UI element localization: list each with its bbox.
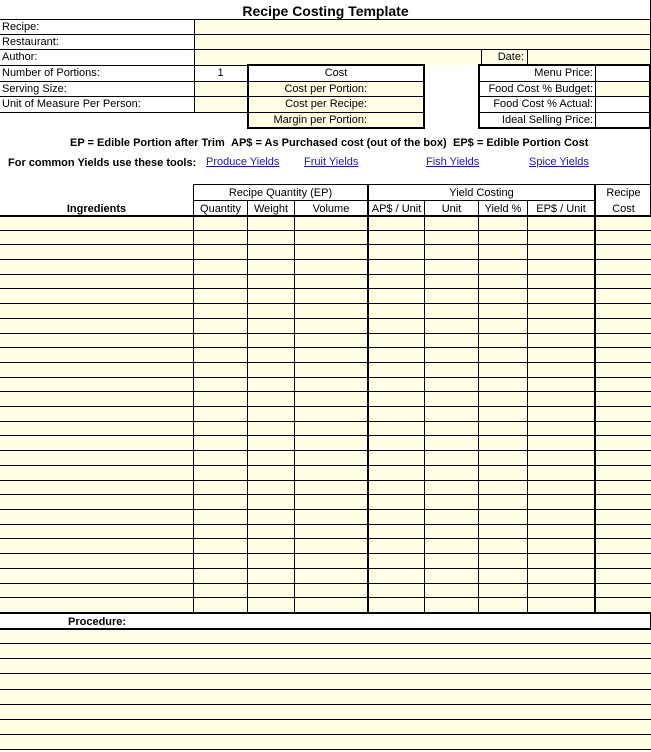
ingredient-row-line xyxy=(0,421,651,422)
page-title: Recipe Costing Template xyxy=(242,3,409,19)
ingredient-row-line xyxy=(0,230,651,231)
ingredient-row-line xyxy=(0,465,651,466)
date-input[interactable] xyxy=(527,49,651,65)
recipe-quantity-header: Recipe Quantity (EP) xyxy=(228,187,333,199)
yield-tools-label: For common Yields use these tools: xyxy=(8,157,197,169)
ingredient-row-line xyxy=(0,406,651,407)
recipe-label: Recipe: xyxy=(2,21,40,33)
spice-yields-link[interactable]: Spice Yields xyxy=(529,156,589,168)
portions-value[interactable]: 1 xyxy=(217,67,224,79)
ingredient-row-line xyxy=(0,597,651,598)
procedure-row-line xyxy=(0,689,651,690)
col-ap-unit: AP$ / Unit xyxy=(371,203,422,215)
recipe-header: Recipe xyxy=(606,187,641,199)
cost-header: Cost xyxy=(324,67,348,79)
ingredient-row-line xyxy=(0,568,651,569)
ingredient-row-line xyxy=(0,509,651,510)
ingredient-row-line xyxy=(0,274,651,275)
portions-label: Number of Portions: xyxy=(2,67,100,79)
food-cost-budget-label: Food Cost % Budget: xyxy=(488,83,593,95)
restaurant-label: Restaurant: xyxy=(2,36,59,48)
legend-eps: EP$ = Edible Portion Cost xyxy=(453,137,589,149)
ingredient-row-line xyxy=(0,524,651,525)
cost-per-recipe-label: Cost per Recipe: xyxy=(285,98,367,110)
ingredient-row-line xyxy=(0,494,651,495)
procedure-row-line xyxy=(0,658,651,659)
ideal-selling-price-label: Ideal Selling Price: xyxy=(501,114,593,126)
date-label: Date: xyxy=(497,51,524,63)
author-label: Author: xyxy=(2,51,38,63)
procedure-row-line xyxy=(0,734,651,735)
ingredient-row-line xyxy=(0,347,651,348)
ingredient-row-line xyxy=(0,391,651,392)
ingredient-row-line xyxy=(0,362,651,363)
ingredient-row-line xyxy=(0,377,651,378)
ingredient-row-line xyxy=(0,333,651,334)
fruit-yields-link[interactable]: Fruit Yields xyxy=(304,156,359,168)
procedure-row-line xyxy=(0,749,651,750)
procedure-row-line xyxy=(0,673,651,674)
procedure-row-line xyxy=(0,719,651,720)
serving-size-label: Serving Size: xyxy=(2,83,67,95)
col-weight: Weight xyxy=(253,203,289,215)
ingredient-row-line xyxy=(0,435,651,436)
ingredient-row-line xyxy=(0,303,651,304)
ingredient-row-line xyxy=(0,583,651,584)
unit-measure-label: Unit of Measure Per Person: xyxy=(2,98,141,110)
ingredient-row-line xyxy=(0,288,651,289)
col-unit: Unit xyxy=(441,203,462,215)
cost-per-portion-label: Cost per Portion: xyxy=(284,83,367,95)
col-volume: Volume xyxy=(312,203,350,215)
col-quantity: Quantity xyxy=(200,203,241,215)
food-cost-actual-label: Food Cost % Actual: xyxy=(493,98,593,110)
ingredients-header: Ingredients xyxy=(66,203,127,215)
procedure-label: Procedure: xyxy=(68,616,127,628)
fish-yields-link[interactable]: Fish Yields xyxy=(426,156,480,168)
col-yield-pct: Yield % xyxy=(484,203,522,215)
menu-price-label: Menu Price: xyxy=(534,67,593,79)
yield-costing-header: Yield Costing xyxy=(449,187,514,199)
procedure-row-line xyxy=(0,643,651,644)
ingredient-row-line xyxy=(0,244,651,245)
col-cost: Cost xyxy=(612,203,635,215)
ingredient-row-line xyxy=(0,318,651,319)
ingredient-row-line xyxy=(0,553,651,554)
produce-yields-link[interactable]: Produce Yields xyxy=(206,156,280,168)
procedure-row-line xyxy=(0,704,651,705)
ingredient-row-line xyxy=(0,538,651,539)
ingredient-row-line xyxy=(0,259,651,260)
ingredient-row-line xyxy=(0,480,651,481)
ingredient-row-line xyxy=(0,450,651,451)
legend-ap: AP$ = As Purchased cost (out of the box) xyxy=(231,137,447,149)
margin-per-portion-label: Margin per Portion: xyxy=(273,114,367,126)
legend-ep: EP = Edible Portion after Trim xyxy=(70,137,225,149)
col-ep-unit: EP$ / Unit xyxy=(536,203,586,215)
